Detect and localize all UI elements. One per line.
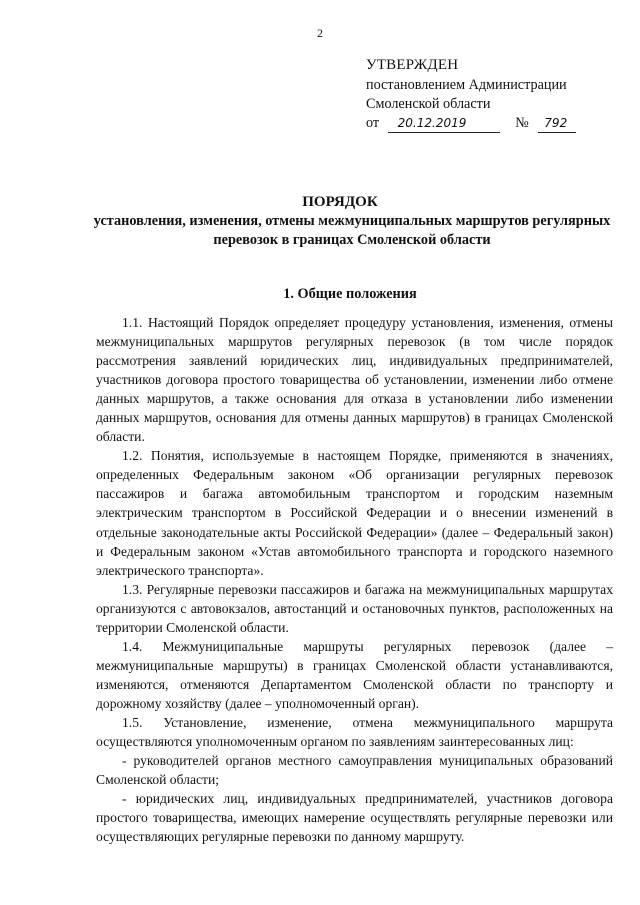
approval-line-1: постановлением Администрации — [366, 77, 567, 93]
approval-date-line — [366, 114, 576, 133]
approval-title: УТВЕРЖДЕН — [366, 57, 459, 73]
paragraph-1-5: 1.5. Установление, изменение, отмена межмуниципального маршрута осуществляются уполномоченным органом по заявлениям заинтересованных лиц: — [96, 714, 613, 750]
document-title: ПОРЯДОК — [302, 194, 378, 210]
paragraph-1-1: 1.1. Настоящий Порядок определяет процедуру установления, изменения, отмены межмуниципальных маршрутов регулярных перевозок (в том числе порядок рассмотрения заявлений юридических лиц, индивидуальных предпринимателей, участников договора простого товарищества об установлении, изменении либо отмене данных маршрутов, а также основания для отказа в установлении либо изменении данных маршрутов, основания для отмены данных маршрутов) в границах Смоленской области. — [96, 315, 613, 445]
paragraph-1-2: 1.2. Понятия, используемые в настоящем Порядке, применяются в значениях, определенных Федеральным законом «Об организации регулярных перевозок пассажиров и багажа автомобильным транспортом и городским наземным электрическим транспортом в Российской Федерации и о внесении изменений в отдельные законодательные акты Российской Федерации» (далее – Федеральный закон) и Федеральным законом «Устав автомобильного транспорта и городского наземного электрического транспорта». — [96, 448, 613, 578]
number-value: 792 — [544, 116, 568, 130]
number-field — [538, 114, 576, 133]
list-item: - юридических лиц, индивидуальных предпринимателей, участников договора простого товарищества, имеющих намерение осуществлять регулярные перевозки или осуществляющих регулярные перевозки по данному маршруту. — [96, 791, 613, 845]
document-subtitle: установления, изменения, отмены межмуниципальных маршрутов регулярных перевозок в границах Смоленской области — [93, 213, 611, 248]
document-body — [96, 313, 613, 846]
paragraph-1-4: 1.4. Межмуниципальные маршруты регулярных перевозок (далее – межмуниципальные маршруты) в границах Смоленской области устанавливаются, изменяются, отменяются Департаментом Смоленской области по транспорту и дорожному хозяйству (далее – уполномоченный орган). — [96, 638, 613, 711]
number-label: № — [515, 115, 529, 131]
approval-block — [366, 56, 576, 133]
date-prefix: от — [366, 115, 380, 131]
list-item: - руководителей органов местного самоуправления муниципальных образований Смоленской области; — [96, 753, 613, 788]
page-number: 2 — [317, 26, 323, 40]
paragraph-1-3: 1.3. Регулярные перевозки пассажиров и багажа на межмуниципальных маршрутах организуются с автовокзалов, автостанций и остановочных пунктов, расположенных на территории Смоленской области. — [96, 581, 613, 635]
date-field — [388, 114, 500, 133]
date-value: 20.12.2019 — [397, 116, 467, 130]
approval-line-2: Смоленской области — [366, 96, 491, 112]
section-heading: 1. Общие положения — [283, 286, 417, 302]
